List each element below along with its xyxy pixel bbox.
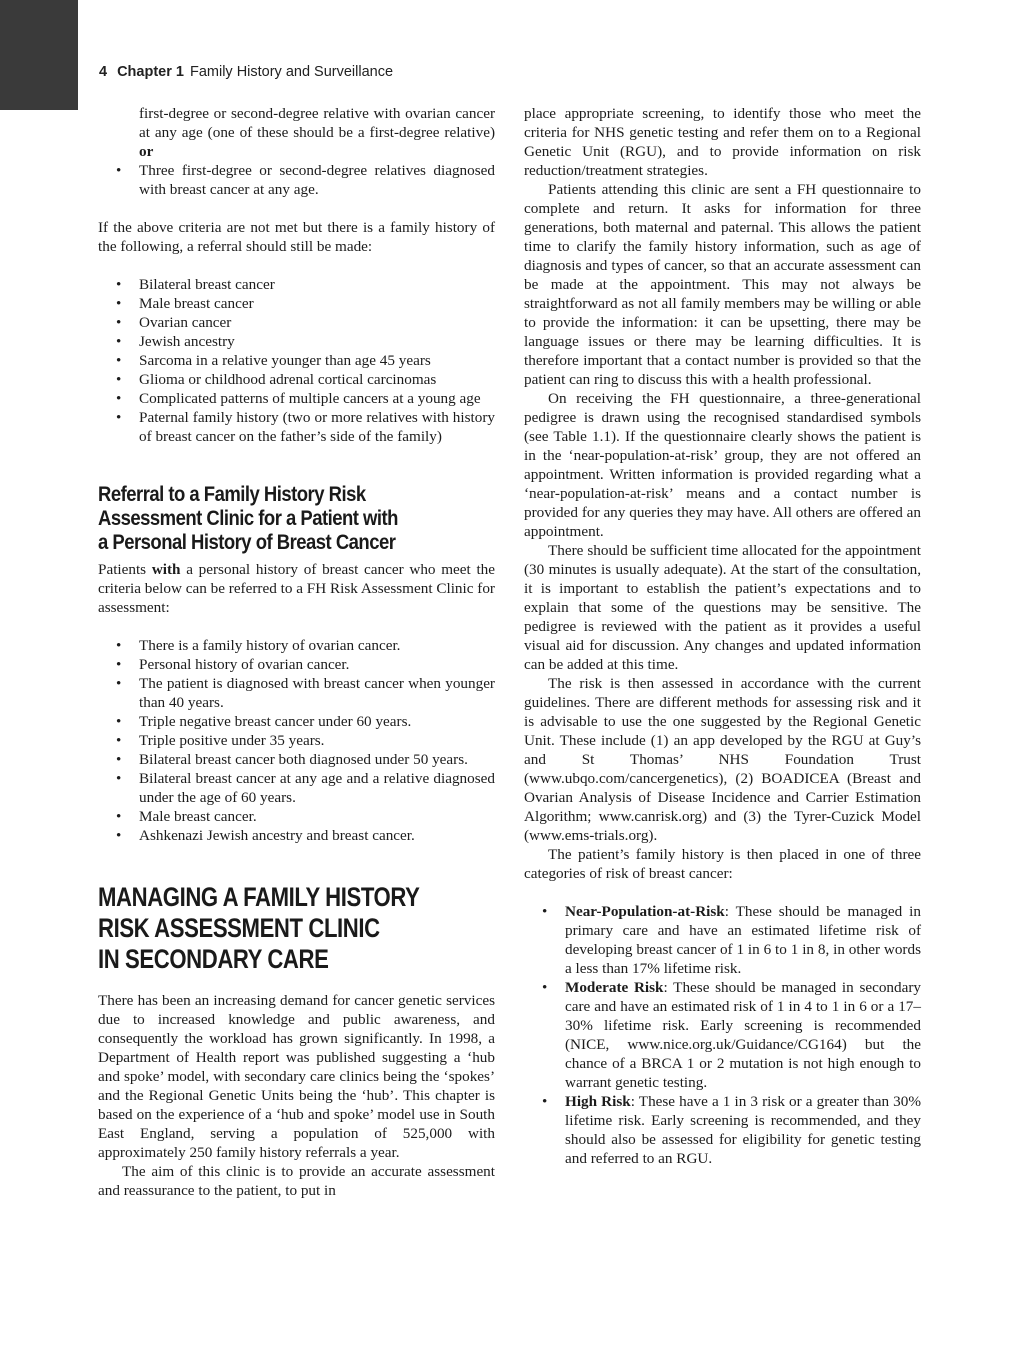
- section-heading-managing: MANAGING A FAMILY HISTORY RISK ASSESSMENT CLINIC IN SECONDARY CARE: [98, 882, 420, 974]
- list-item: • Complicated patterns of multiple cancers at a young age: [116, 390, 481, 407]
- bullet-icon: •: [542, 979, 548, 996]
- bullet-icon: •: [116, 409, 122, 426]
- bullet-icon: •: [116, 371, 122, 388]
- bullet-icon: •: [116, 675, 122, 692]
- bullet-icon: •: [116, 656, 122, 673]
- paragraph: The aim of this clinic is to provide an accurate assessment and reassurance to the patient, to put in: [98, 1163, 495, 1199]
- top-criteria-list: [98, 104, 495, 199]
- list-item: • Paternal family history (two or more relatives with history of breast cancer on the father’s side of the family): [116, 409, 495, 445]
- list-item: • Glioma or childhood adrenal cortical carcinomas: [116, 371, 437, 388]
- bullet-icon: •: [116, 276, 122, 293]
- paragraph: place appropriate screening, to identify those who meet the criteria for NHS genetic testing and refer them on to a Regional Genetic Unit (RGU), and to provide information on risk reduction/treatment strategies.: [524, 105, 921, 179]
- list-item: • Triple positive under 35 years.: [116, 732, 325, 749]
- list-item: • There is a family history of ovarian cancer.: [116, 637, 401, 654]
- page-number: 4: [99, 64, 108, 80]
- list-item: • Triple negative breast cancer under 60 years.: [116, 713, 412, 730]
- bullet-icon: •: [116, 295, 122, 312]
- section-heading-referral: Referral to a Family History Risk Assessment Clinic for a Patient with a Personal History of Breast Cancer: [98, 482, 398, 554]
- list-item: • Sarcoma in a relative younger than age 45 years: [116, 352, 431, 369]
- bullet-icon: •: [116, 732, 122, 749]
- chapter-tab-block: [0, 0, 78, 110]
- list-item: • Personal history of ovarian cancer.: [116, 656, 350, 673]
- personal-history-list: [98, 636, 495, 845]
- bullet-icon: •: [116, 713, 122, 730]
- family-history-list: [98, 275, 495, 446]
- chapter-label: Chapter 1: [117, 64, 184, 80]
- list-item: • Male breast cancer: [116, 295, 254, 312]
- paragraph: Patients attending this clinic are sent a FH questionnaire to complete and return. It asks for information for three generations, both maternal and paternal. This allows the patient time to clarify the family history information, such as age of diagnosis and types of cancer, so that an accurate assessment can be made at the appointment. This may not always be straightforward as not all family members may be willing or able to provide the information: it can be upsetting, there may be language issues or there may be learning difficulties. It is therefore important that a contact number is provided so that the patient can ring to discuss this with a health professional.: [524, 181, 921, 388]
- paragraph: The patient’s family history is then placed in one of three categories of risk of breast cancer:: [524, 846, 921, 882]
- list-item: • Male breast cancer.: [116, 808, 257, 825]
- chapter-title: Family History and Surveillance: [189, 64, 394, 80]
- paragraph: Patients with a personal history of breast cancer who meet the criteria below can be referred to a FH Risk Assessment Clinic for assessment:: [98, 561, 496, 616]
- paragraph: If the above criteria are not met but there is a family history of the following, a referral should still be made:: [98, 219, 495, 255]
- list-item: • Bilateral breast cancer both diagnosed under 50 years.: [116, 751, 468, 768]
- list-item: • Moderate Risk: These should be managed in secondary care and have an estimated risk of 1 in 4 to 1 in 6 or a 17–30% lifetime risk. Early screening is recommended (NICE, www.nice.org.uk/Guidance/CG164) but the chance of a BRCA 1 or 2 mutation is not high enough to warrant genetic testing.: [542, 979, 922, 1091]
- list-item: • Bilateral breast cancer at any age and a relative diagnosed under the age of 60 years.: [116, 770, 495, 806]
- paragraph: There has been an increasing demand for cancer genetic services due to increased knowledge and public awareness, and consequently the workload has grown significantly. In 1998, a Department of Health report was published suggesting a ‘hub and spoke’ model, with secondary care clinics being the ‘spokes’ and the Regional Genetic Units being the ‘hub’. This chapter is based on the experience of a ‘hub and spoke’ model use in South East England, serving a population of 525,000 with approximately 250 family history referrals a year.: [98, 992, 495, 1161]
- right-column: [524, 104, 921, 1168]
- running-header: [99, 64, 393, 80]
- paragraph: The risk is then assessed in accordance with the current guidelines. There are different methods for assessing risk and it is advisable to use the one suggested by the Regional Genetic Unit. These include (1) an app developed by the RGU at Guy’s and St Thomas’ NHS Foundation Trust (www.ubqo.com/cancergenetics), (2) BOADICEA (Breast and Ovarian Analysis of Disease Incidence and Carrier Estimation Algorithm; www.canrisk.org) and (3) the Tyrer-Cuzick Model (www.ems-trials.org).: [524, 675, 921, 844]
- bullet-icon: •: [542, 1093, 548, 1110]
- risk-category-list: [524, 902, 921, 1168]
- list-item: • Ashkenazi Jewish ancestry and breast cancer.: [116, 827, 415, 844]
- list-item: • Ovarian cancer: [116, 314, 232, 331]
- list-item: • The patient is diagnosed with breast cancer when younger than 40 years.: [116, 675, 495, 711]
- bullet-icon: •: [116, 808, 122, 825]
- left-column: [98, 104, 495, 1200]
- bullet-icon: •: [116, 827, 122, 844]
- bullet-icon: •: [116, 751, 122, 768]
- bullet-icon: •: [116, 390, 122, 407]
- list-item: • Bilateral breast cancer: [116, 276, 275, 293]
- list-item: • Jewish ancestry: [116, 333, 235, 350]
- list-item: first-degree or second-degree relative with ovarian cancer at any age (one of these should be a first-degree relative) or: [139, 105, 495, 160]
- list-item: • Near-Population-at-Risk: These should be managed in primary care and have an estimated lifetime risk of developing breast cancer of 1 in 6 to 1 in 8, in other words a less than 17% lifetime risk.: [542, 903, 921, 977]
- bullet-icon: •: [116, 770, 122, 787]
- bullet-icon: •: [116, 352, 122, 369]
- bullet-icon: •: [116, 314, 122, 331]
- list-item: • Three first-degree or second-degree relatives diagnosed with breast cancer at any age.: [116, 162, 495, 198]
- paragraph: On receiving the FH questionnaire, a three-generational pedigree is drawn using the recognised standardised symbols (see Table 1.1). If the questionnaire clearly shows the patient is in the ‘near-population-at-risk’ group, they are not offered an appointment. Written information is provided regarding what a ‘near-population-at-risk’ means and a contact number is provided for any queries they may have. All others are offered an appointment.: [524, 390, 921, 540]
- list-item: • High Risk: These have a 1 in 3 risk or a greater than 30% lifetime risk. Early screening is recommended, and they should also be assessed for eligibility for genetic testing and referred to an RGU.: [542, 1093, 921, 1167]
- bullet-icon: •: [542, 903, 548, 920]
- paragraph: There should be sufficient time allocated for the appointment (30 minutes is usually adequate). At the start of the consultation, it is important to establish the patient’s expectations and to explain that some of the questions may be sensitive. The pedigree is reviewed with the patient as it provides a useful visual aid for discussion. Any changes and updated information can be added at this time.: [524, 542, 921, 673]
- bullet-icon: •: [116, 637, 122, 654]
- bullet-icon: •: [116, 162, 122, 179]
- bullet-icon: •: [116, 333, 122, 350]
